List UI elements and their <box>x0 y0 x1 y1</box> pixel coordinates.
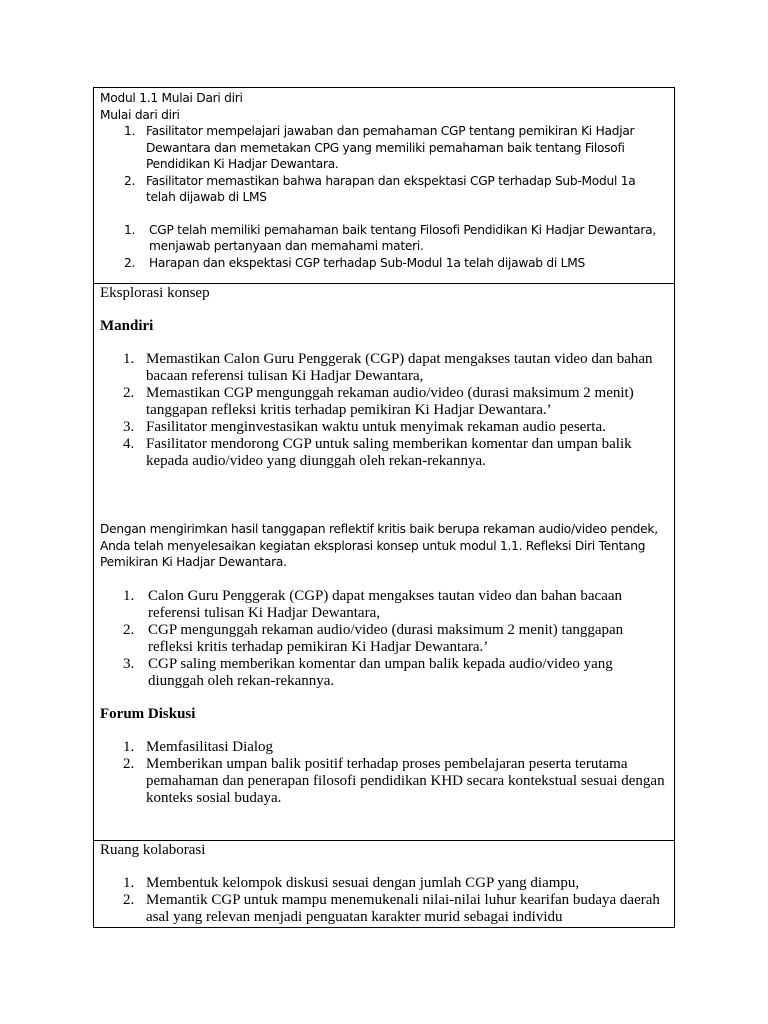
document-table <box>93 87 675 928</box>
list-item: 2. Memantik CGP untuk mampu menemukenali nilai-nilai luhur kearifan budaya daerah asal yang relevan menjadi penguatan karakter murid sebagai individu <box>123 892 660 925</box>
summary-paragraph: Dengan mengirimkan hasil tanggapan reflektif kritis baik berupa rekaman audio/video pendek, Anda telah menyelesaikan kegiatan eksplorasi konsep untuk modul 1.1. Refleksi Diri Tentang Pemikiran Ki Hadjar Dewantara. <box>100 522 658 569</box>
table-cell-ruang-kolaborasi <box>94 842 674 927</box>
list-item: 2. CGP mengunggah rekaman audio/video (durasi maksimum 2 menit) tanggapan refleksi kritis terhadap pemikiran Ki Hadjar Dewantara.’ <box>123 621 624 655</box>
list-item: 3. CGP saling memberikan komentar dan umpan balik kepada audio/video yang diunggah oleh rekan-rekannya. <box>123 655 613 689</box>
list-item: 1. Membentuk kelompok diskusi sesuai dengan jumlah CGP yang diampu, <box>123 875 580 891</box>
section-heading: Eksplorasi konsep <box>100 285 210 301</box>
subheading-mandiri: Mandiri <box>100 318 154 334</box>
kolaborasi-list <box>100 875 668 926</box>
mandiri-list <box>100 351 668 470</box>
list-item: 1. Memfasilitasi Dialog <box>123 738 274 755</box>
table-cell-eksplorasi-konsep <box>94 285 674 841</box>
list-item: 2. Memastikan CGP mengunggah rekaman audio/video (durasi maksimum 2 menit) tanggapan refleksi kritis terhadap pemikiran Ki Hadjar Dewantara.’ <box>123 385 634 418</box>
section-title: Mulai dari diri <box>100 107 180 122</box>
list-item: 1. Memastikan Calon Guru Penggerak (CGP) dapat mengakses tautan video dan bahan bacaan referensi tulisan Ki Hadjar Dewantara, <box>123 351 653 384</box>
list-item: 4. Fasilitator mendorong CGP untuk saling memberikan komentar dan umpan balik kepada audio/video yang diunggah oleh rekan-rekannya. <box>123 436 632 469</box>
list-item: 2. Fasilitator memastikan bahwa harapan dan ekspektasi CGP terhadap Sub-Modul 1a telah dijawab di LMS <box>124 173 636 204</box>
list-item: 1. Calon Guru Penggerak (CGP) dapat mengakses tautan video dan bahan bacaan referensi tulisan Ki Hadjar Dewantara, <box>123 587 623 621</box>
outcome-list <box>100 222 668 272</box>
list-item: 1. CGP telah memiliki pemahaman baik tentang Filosofi Pendidikan Ki Hadjar Dewantara, menjawab pertanyaan dan memahami materi. <box>124 222 656 253</box>
table-cell-mulai-dari-diri <box>94 88 674 284</box>
list-item: 1. Fasilitator mempelajari jawaban dan pemahaman CGP tentang pemikiran Ki Hadjar Dewantara dan memetakan CPG yang memiliki pemahaman baik tentang Filosofi Pendidikan Ki Hadjar Dewantara. <box>124 124 635 171</box>
facilitator-list <box>100 123 668 206</box>
section-heading: Ruang kolaborasi <box>100 842 206 858</box>
list-item: 2. Harapan dan ekspektasi CGP terhadap Sub-Modul 1a telah dijawab di LMS <box>124 255 585 270</box>
forum-list <box>100 739 668 807</box>
list-item: 2. Memberikan umpan balik positif terhadap proses pembelajaran peserta terutama pemahaman dan penerapan filosofi pendidikan KHD secara kontekstual sesuai dengan konteks sosial budaya. <box>123 755 665 806</box>
outcomes-list <box>100 588 668 690</box>
subheading-forum-diskusi: Forum Diskusi <box>100 705 196 722</box>
list-item: 3. Fasilitator menginvestasikan waktu untuk menyimak rekaman audio peserta. <box>123 419 606 435</box>
module-title: Modul 1.1 Mulai Dari diri <box>100 91 243 105</box>
